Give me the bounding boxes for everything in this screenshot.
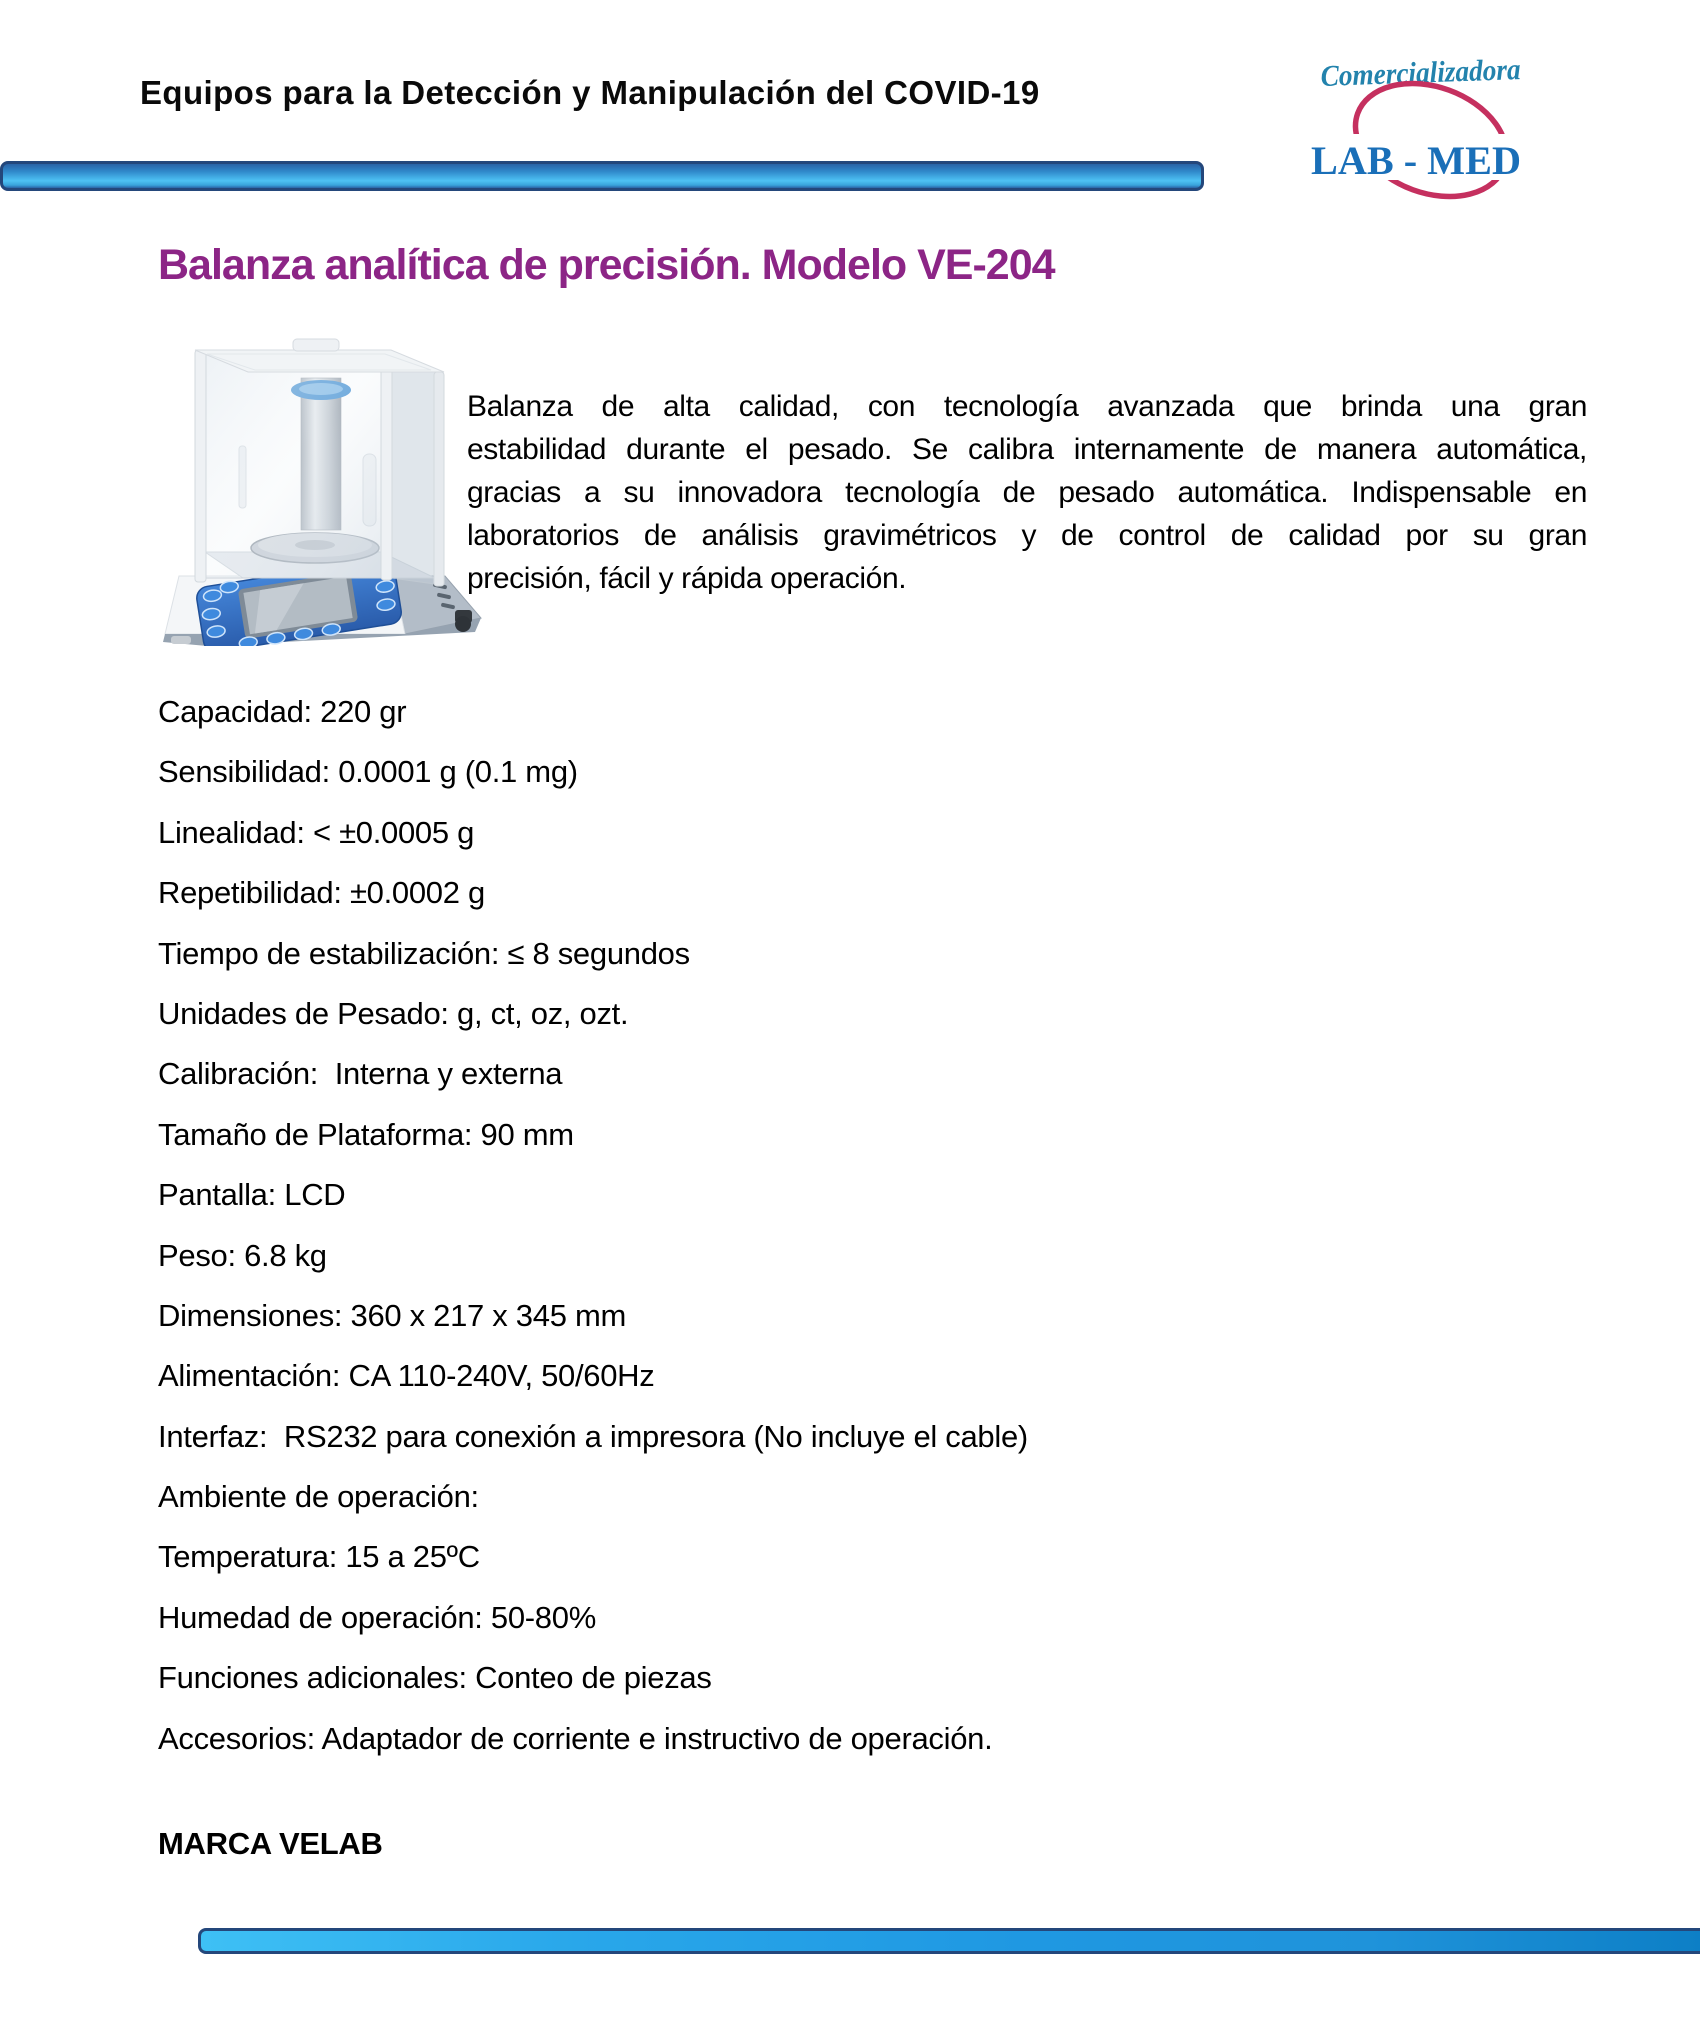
spec-item: Accesorios: Adaptador de corriente e instructivo de operación.: [158, 1720, 993, 1756]
spec-item: Linealidad: < ±0.0005 g: [158, 814, 475, 850]
spec-item: Interfaz: RS232 para conexión a impresora (No incluye el cable): [158, 1418, 1028, 1454]
balance-draft-shield: [195, 339, 444, 586]
spec-item: Calibración: Interna y externa: [158, 1056, 563, 1092]
description-line: estabilidad durante el pesado. Se calibra internamente de manera automática,: [467, 433, 1587, 466]
top-divider-bar: [0, 161, 1204, 191]
logo-wordmark-text: LAB - MED: [1311, 138, 1521, 183]
spec-item: Pantalla: LCD: [158, 1177, 346, 1213]
description-line: Balanza de alta calidad, con tecnología avanzada que brinda una gran: [467, 390, 1587, 423]
spec-item: Dimensiones: 360 x 217 x 345 mm: [158, 1297, 626, 1333]
company-logo: [1295, 30, 1585, 220]
spec-item: Humedad de operación: 50-80%: [158, 1599, 596, 1635]
description-line: precisión, fácil y rápida operación.: [467, 562, 907, 595]
product-image: [143, 326, 483, 646]
spec-item: Capacidad: 220 gr: [158, 694, 407, 729]
brand-note: MARCA VELAB: [158, 1826, 383, 1861]
spec-item: Temperatura: 15 a 25ºC: [158, 1539, 480, 1575]
description-line: gracias a su innovadora tecnología de pesado automática. Indispensable en: [467, 476, 1587, 509]
spec-item: Tiempo de estabilización: ≤ 8 segundos: [158, 935, 690, 971]
spec-item: Tamaño de Plataforma: 90 mm: [158, 1116, 574, 1152]
bottom-divider-bar: [198, 1928, 1700, 1954]
spec-item: Funciones adicionales: Conteo de piezas: [158, 1660, 712, 1696]
spec-item: Peso: 6.8 kg: [158, 1237, 327, 1273]
spec-list: [158, 682, 1578, 1769]
spec-item: Repetibilidad: ±0.0002 g: [158, 875, 485, 911]
spec-item: Unidades de Pesado: g, ct, oz, ozt.: [158, 995, 629, 1031]
spec-item: Alimentación: CA 110-240V, 50/60Hz: [158, 1358, 655, 1394]
logo-script-text: Comercializadora: [1320, 52, 1542, 93]
description-line: laboratorios de análisis gravimétricos y de control de calidad por su gran: [467, 519, 1587, 552]
product-description: [467, 385, 1587, 600]
spec-item: Sensibilidad: 0.0001 g (0.1 mg): [158, 754, 578, 790]
page-title: Balanza analítica de precisión. Modelo VE-204: [158, 241, 1055, 289]
header-title: Equipos para la Detección y Manipulación del COVID-19: [140, 74, 1040, 111]
spec-item: Ambiente de operación:: [158, 1479, 479, 1515]
